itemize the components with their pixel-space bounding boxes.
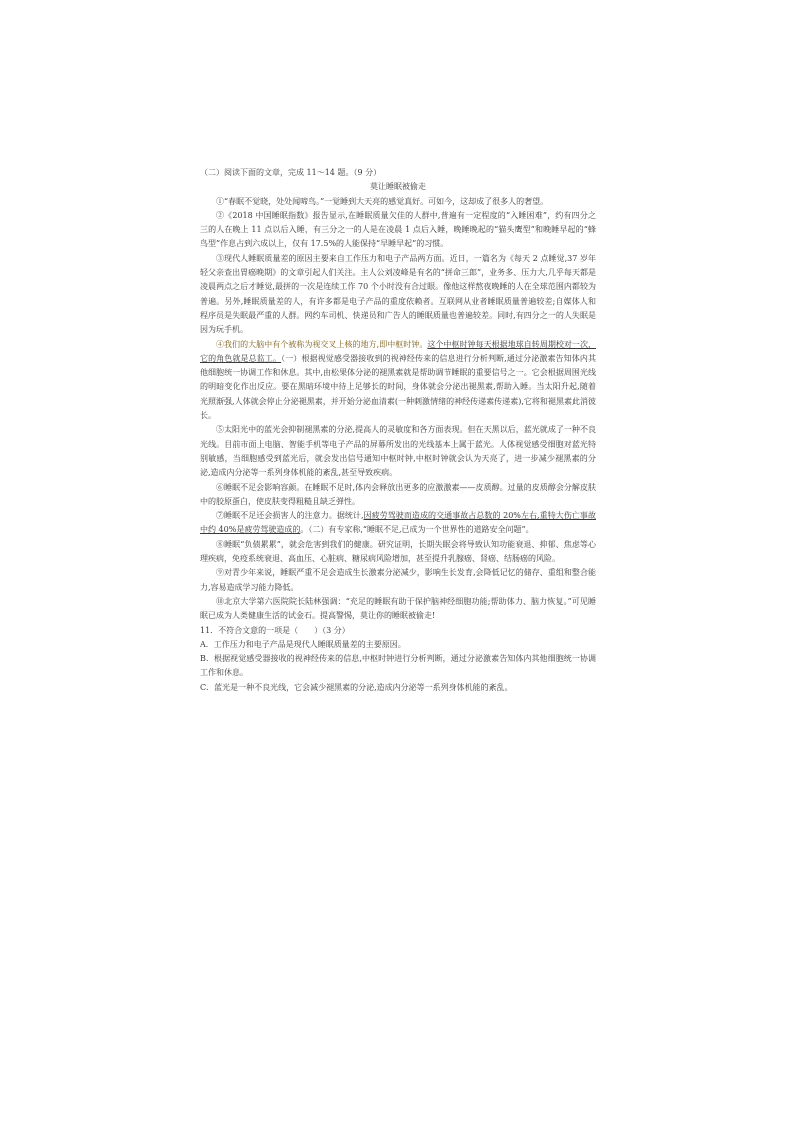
article-title: 莫让睡眠被偷走 [370, 182, 426, 192]
paragraph-4-part-c: （一）根据视觉感受器接收到的视神经传来的信息进行分析判断,通过分泌激素告知体内其他细胞统一协调工作和休息。其中,由松果体分泌的褪黑素就是帮助调节睡眠的重要信号之一。它会根据周围光线的明暗变化作出反应。要在黑暗环境中待上足够长的时间，身体就会分泌出褪黑素,帮助入睡。当太阳升起,随着光照渐强,人体就会停止分泌褪黑素，并开始分泌血清素(一种刺激情绪的神经传递素传递素),它将和褪黑素此消彼长。 [200, 353, 597, 421]
paragraph-7-part-a: ⑦睡眠不足还会损害人的注意力。据统计, [216, 511, 364, 521]
document-body [200, 166, 596, 695]
paragraph-5: ⑤太阳光中的蓝光会抑制褪黑素的分泌,提高人的灵敏度和各方面表现。但在天黑以后，蓝光就成了一种不良光线。目前市面上电脑、智能手机等电子产品的屏幕所发出的光线基本上属于蓝光。人体视觉感受细胞对蓝光特别敏感，当细胞感受到蓝光后，就会发出信号通知中枢时钟,中枢时钟就会认为天亮了，进一步减少褪黑素的分泌,造成内分泌等一系列身体机能的紊乱,甚至导致疾病。 [200, 425, 596, 478]
paragraph-1: ①“春眠不觉晓，处处闻啼鸟。”一觉睡到大天亮的感觉真好。可如今，这却成了很多人的奢望。 [216, 196, 549, 206]
paragraph-7-part-c: 。（二）有专家称,“睡眠不足,已成为一个世界性的道路安全问题”。 [300, 525, 534, 535]
option-c: C．蓝光是一种不良光线，它会减少褪黑素的分泌,造成内分泌等一系列身体机能的紊乱。 [200, 682, 513, 692]
section-header: （二）阅读下面的文章，完成 11～14 题。（9 分） [200, 168, 382, 177]
option-a: A．工作压力和电子产品是现代人睡眠质量差的主要原因。 [200, 639, 406, 649]
option-b: B．根据视觉感受器接收的视神经传来的信息,中枢时钟进行分析判断，通过分泌激素告知体内其他细胞统一协调工作和休息。 [200, 654, 596, 678]
paragraph-4-underlined: 这个中枢时钟每天根据地球自转周期校对一次，它的角色就是总监工。 [200, 339, 596, 363]
paragraph-7 [200, 509, 596, 538]
paragraph-4-part-a: ④我们的大脑中有个被称为视交叉上核的地方,即中枢时钟。 [216, 339, 428, 349]
paragraph-2: ②《2018 中国睡眠指数》报告显示,在睡眠质量欠佳的人群中,普遍有一定程度的“入睡困难”，约有四分之三的人在晚上 11 点以后入睡，有三分之一的人是在凌晨 1 点后入睡，晚睡晚起的“猫头鹰型”和晚睡早起的“蜂鸟型”作息占到六成以上，仅有 17.5%的人能保持“早睡早起”的习惯。 [200, 210, 596, 249]
paragraph-9: ⑨对青少年来说，睡眠严重不足会造成生长激素分泌减少，影响生长发育,会降低记忆的储存、重组和整合能力,容易造成学习能力降低。 [200, 568, 596, 592]
paragraph-10: ⑩北京大学第六医院院长陆林强调：“充足的睡眠有助于保护脑神经细胞功能;帮助体力、脑力恢复。”可见睡眠已成为人类健康生活的试金石。提高警惕，莫让你的睡眠被偷走! [200, 596, 596, 621]
question-11: 11．不符合文意的一项是（ ）（3 分） [200, 625, 350, 635]
paragraph-8: ⑧睡眠“负债累累”，就会危害到我们的健康。研究证明，长期失眠会将导致认知功能衰退、抑郁、焦虑等心理疾病，免疫系统衰退、高血压、心脏病、糖尿病风险增加，甚至提升乳腺癌、肾癌、结肠癌的风险。 [200, 539, 596, 564]
paragraph-6: ⑥睡眠不足会影响容颜。在睡眠不足时,体内会释放出更多的应激激素——皮质醇。过量的皮质醇会分解皮肤中的胶原蛋白，使皮肤变得粗糙且缺乏弹性。 [200, 482, 596, 506]
paragraph-4 [200, 338, 596, 424]
paragraph-7-underlined: 因疲劳驾驶而造成的交通事故占总数的 20%左右,重特大伤亡事故中约 40%是疲劳驾驶造成的 [200, 511, 596, 535]
paragraph-3: ③现代人睡眠质量差的原因主要来自工作压力和电子产品两方面。近日，一篇名为《每天 2 点睡觉,37 岁年轻父亲查出胃癌晚期》的文章引起人们关注。主人公刘凌峰是有名的“拼命三郎”，业务多、压力大,几乎每天都是凌晨两点之后才睡觉,最拼的一次是连续工作 70 个小时没有合过眼。像他这样熬夜晚睡的人在全球范围内都较为普遍。另外,睡眠质量差的人，有许多都是电子产品的重度依赖者。互联网从业者睡眠质量普遍较差;自媒体人和程序员是失眠最严重的人群。网约车司机、快递员和广告人的睡眠质量也普遍较差。同时,有四分之一的人失眠是因为玩手机。 [200, 253, 596, 335]
